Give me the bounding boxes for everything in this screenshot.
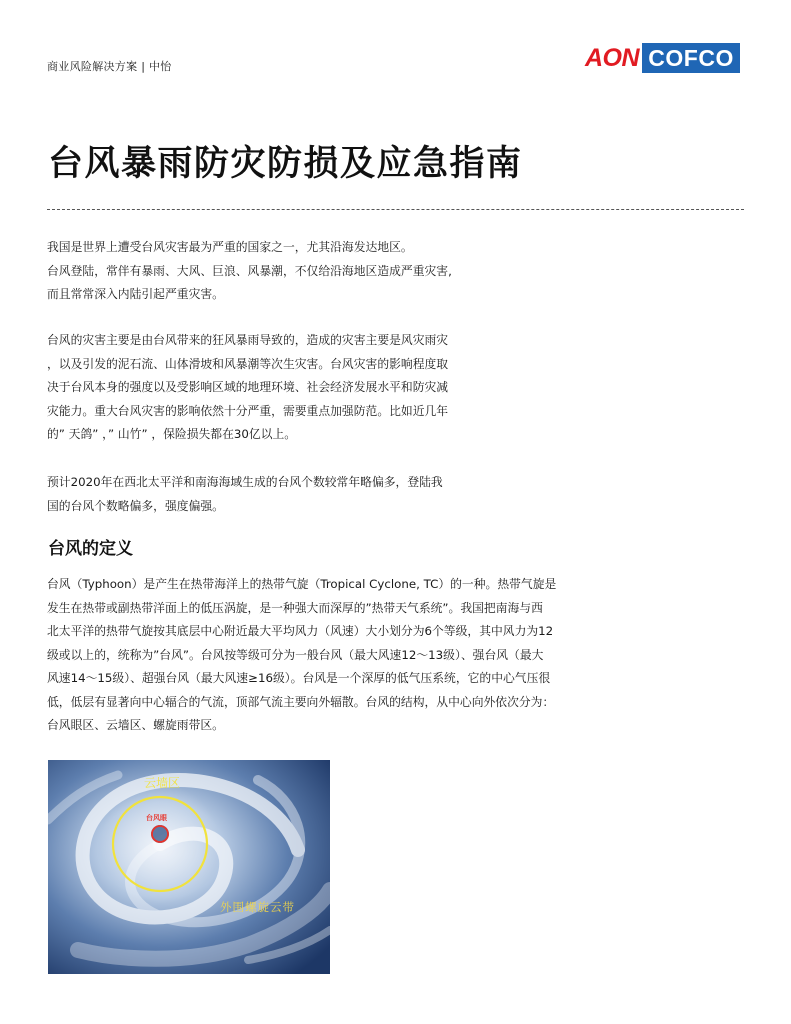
- cloud-wall-label: 云墙区: [144, 776, 181, 790]
- impact-line: ，以及引发的泥石流、山体滑坡和风暴潮等次生灾害。台风灾害的影响程度取: [47, 356, 449, 371]
- definition-paragraph: [47, 573, 602, 738]
- intro-line: 我国是世界上遭受台风灾害最为严重的国家之一，尤其沿海发达地区。: [47, 240, 413, 254]
- impact-paragraph: [47, 329, 477, 447]
- definition-line: 低，低层有显著向中心辐合的气流，顶部气流主要向外辐散。台风的结构，从中心向外依次分为：: [47, 694, 555, 709]
- forecast-paragraph: [47, 471, 477, 518]
- impact-line: 台风的灾害主要是由台风带来的狂风暴雨导致的，造成的灾害主要是风灾雨灾: [47, 333, 449, 347]
- aon-cofco-logo: [585, 43, 740, 73]
- header-org-label: 商业风险解决方案 | 中怡: [47, 60, 172, 73]
- intro-line: 台风登陆，常伴有暴雨、大风、巨浪、风暴潮，不仅给沿海地区造成严重灾害,: [47, 263, 452, 278]
- typhoon-satellite-image: [48, 760, 330, 974]
- impact-line: 的” 天鸽” ，” 山竹” ，保险损失都在30亿以上。: [47, 427, 297, 441]
- logo-aon-text: AON: [585, 43, 640, 72]
- section-heading: 台风的定义: [48, 539, 133, 559]
- typhoon-illustration: [48, 760, 330, 974]
- impact-line: 灾能力。重大台风灾害的影响依然十分严重，需要重点加强防范。比如近几年: [47, 403, 449, 418]
- intro-paragraph: [47, 236, 477, 307]
- definition-line: 级或以上的，统称为”台风”。台风按等级可分为一般台风（最大风速12～13级）、强台风（最大: [47, 647, 544, 662]
- title-divider: [47, 209, 744, 210]
- intro-line: 而且常常深入内陆引起严重灾害。: [47, 287, 224, 301]
- definition-line: 北太平洋的热带气旋按其底层中心附近最大平均风力（风速）大小划分为6个等级，其中风力为12: [47, 624, 554, 638]
- forecast-line: 国的台风个数略偏多，强度偏强。: [47, 498, 224, 513]
- impact-line: 决于台风本身的强度以及受影响区域的地理环境、社会经济发展水平和防灾减: [47, 380, 449, 394]
- outer-rainband-label: 外围螺旋云带: [220, 900, 295, 914]
- definition-line: 风速14～15级）、超强台风（最大风速≥16级）。台风是一个深厚的低气压系统，它的中心气压很: [47, 671, 551, 685]
- definition-line: 台风眼区、云墙区、螺旋雨带区。: [47, 718, 224, 732]
- page-title: 台风暴雨防灾防损及应急指南: [48, 144, 523, 184]
- definition-line: 发生在热带或副热带洋面上的低压涡旋，是一种强大而深厚的”热带天气系统”。我国把南海与西: [47, 600, 543, 615]
- forecast-line: 预计2020年在西北太平洋和南海海域生成的台风个数较常年略偏多，登陆我: [47, 475, 443, 489]
- definition-line: 台风（Typhoon）是产生在热带海洋上的热带气旋（Tropical Cyclone, TC）的一种。热带气旋是: [47, 577, 557, 591]
- logo-cofco-text: COFCO: [642, 43, 740, 73]
- typhoon-eye-label: 台风眼: [146, 814, 167, 822]
